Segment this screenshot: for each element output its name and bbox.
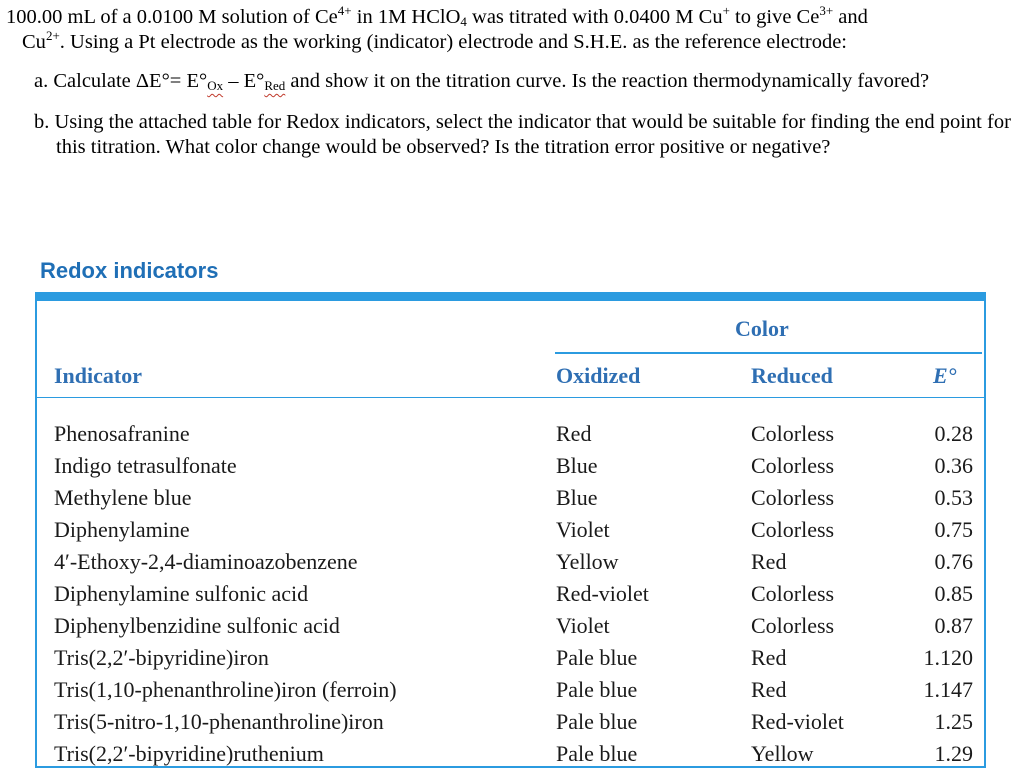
e0-cell: 1.29: [934, 741, 973, 766]
e0-cell: 1.25: [934, 709, 973, 734]
reduced-cell: Red: [751, 677, 787, 702]
oxidized-cell: Pale blue: [556, 677, 638, 702]
indicator-cell: Tris(5-nitro-1,10-phenanthroline)iron: [54, 709, 384, 734]
table-row: [37, 546, 984, 578]
oxidized-cell: Red-violet: [556, 581, 649, 606]
reduced-cell: Red-violet: [751, 709, 844, 734]
e0-cell: 0.85: [934, 581, 973, 606]
ox-subscript: Ox: [207, 78, 224, 93]
oxidized-cell: Blue: [556, 485, 598, 510]
table-row: [37, 450, 984, 482]
question-text: [6, 5, 1018, 160]
header-e0: E°: [933, 363, 957, 388]
question-intro-line-2: $Cu^{2+}$. Using a Pt electrode as the working (indicator) electrode and S.H.E. as the reference electrode:: [22, 28, 847, 53]
header-reduced: Reduced: [751, 363, 833, 388]
e0-cell: 0.87: [934, 613, 973, 638]
reduced-cell: Colorless: [751, 421, 835, 446]
header-rule: [37, 397, 984, 398]
question-part-b: b. Using the attached table for Redox indicators, select the indicator that would be suitable for finding the end point for this titration. What color change would be observed? Is the titration error positive or negative?: [34, 111, 1011, 158]
table-row: [37, 706, 984, 738]
indicator-cell: Tris(2,2′-bipyridine)ruthenium: [54, 741, 324, 766]
reduced-cell: Red: [751, 549, 787, 574]
table-title: Redox indicators: [40, 258, 219, 283]
oxidized-cell: Pale blue: [556, 709, 638, 734]
reduced-cell: Colorless: [751, 485, 835, 510]
indicator-cell: Diphenylbenzidine sulfonic acid: [54, 613, 340, 638]
e0-cell: 0.76: [934, 549, 973, 574]
red-subscript: Red: [264, 78, 286, 93]
table-body: [37, 418, 984, 770]
table-row: [37, 738, 984, 770]
e0-cell: 0.36: [934, 453, 973, 478]
oxidized-cell: Yellow: [556, 549, 619, 574]
e0-cell: 0.28: [934, 421, 973, 446]
reduced-cell: Colorless: [751, 453, 835, 478]
reduced-cell: Colorless: [751, 581, 835, 606]
question-part-a: a. Calculate $\Delta E^\circ= E^\circ_{Ox} - E^\circ_{Red}$ and show it on the titration curve. Is the reaction thermodynamically favored?: [34, 70, 930, 93]
oxidized-cell: Violet: [556, 517, 610, 542]
table-row: [37, 642, 984, 674]
indicator-cell: Tris(1,10-phenanthroline)iron (ferroin): [54, 677, 397, 702]
color-group-header: Color: [735, 316, 789, 341]
table-row: [37, 418, 984, 450]
question-intro-line-1: 100.00 mL of a 0.0100 M solution of $Ce^{4+}$ in 1M HClO$_4$ was titrated with 0.0400 M Cu+ to give $Ce^{3+}$ and: [6, 3, 868, 29]
indicator-cell: Diphenylamine sulfonic acid: [54, 581, 309, 606]
header-indicator: Indicator: [54, 363, 142, 388]
table-row: [37, 482, 984, 514]
reduced-cell: Colorless: [751, 613, 835, 638]
indicator-cell: Methylene blue: [54, 485, 192, 510]
e0-cell: 1.120: [923, 645, 973, 670]
oxidized-cell: Violet: [556, 613, 610, 638]
header-oxidized: Oxidized: [556, 363, 641, 388]
reduced-cell: Colorless: [751, 517, 835, 542]
indicator-cell: Indigo tetrasulfonate: [54, 453, 237, 478]
indicator-cell: Diphenylamine: [54, 517, 190, 542]
indicator-cell: Phenosafranine: [54, 421, 190, 446]
oxidized-cell: Pale blue: [556, 645, 638, 670]
table-row: [37, 514, 984, 546]
e0-cell: 0.53: [934, 485, 973, 510]
reduced-cell: Red: [751, 645, 787, 670]
table-row: [37, 610, 984, 642]
e0-cell: 0.75: [934, 517, 973, 542]
indicator-cell: 4′-Ethoxy-2,4-diaminoazobenzene: [54, 549, 358, 574]
table-row: [37, 578, 984, 610]
oxidized-cell: Pale blue: [556, 741, 638, 766]
oxidized-cell: Red: [556, 421, 592, 446]
e0-cell: 1.147: [923, 677, 973, 702]
reduced-cell: Yellow: [751, 741, 814, 766]
indicator-cell: Tris(2,2′-bipyridine)iron: [54, 645, 269, 670]
oxidized-cell: Blue: [556, 453, 598, 478]
color-group-rule: [555, 352, 982, 354]
redox-indicator-table: [35, 292, 986, 768]
table-row: [37, 674, 984, 706]
